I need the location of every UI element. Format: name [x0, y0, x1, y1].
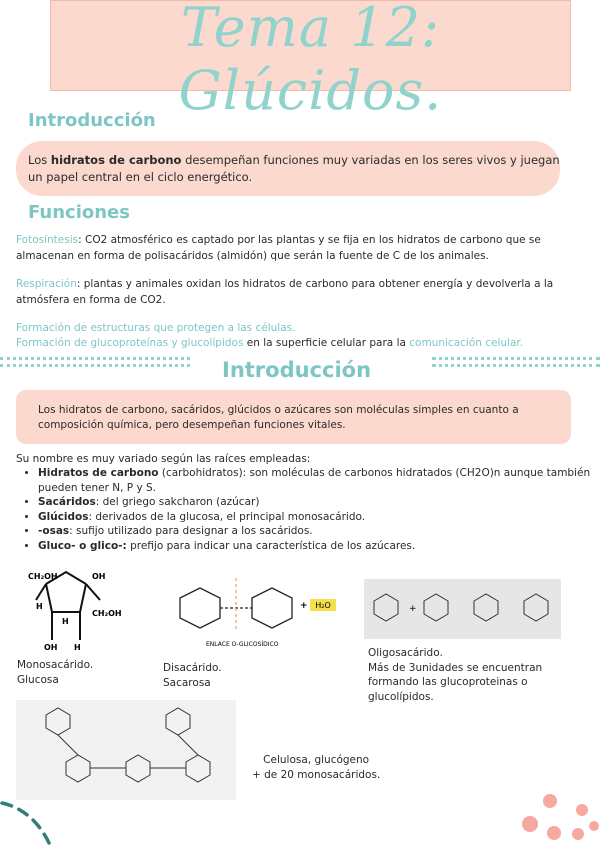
- divider-right-2: [432, 364, 600, 367]
- oligo-caption: [368, 646, 568, 704]
- intro-bold: hidratos de carbono: [50, 153, 182, 167]
- formacion-glucoproteinas-label: Formación de glucoproteínas y glucolípidos: [16, 337, 244, 349]
- respiracion-label: Respiración: [16, 278, 77, 290]
- list-item: [38, 510, 598, 525]
- sucrose-structure-diagram: [160, 568, 350, 652]
- ch2oh-label-2: CH₂OH: [92, 609, 122, 618]
- list-item-text: prefijo para indicar una característica de los azúcares.: [126, 539, 416, 552]
- divider-left-2: [0, 364, 190, 367]
- fotosintesis-text: : CO2 atmosférico es captado por las plantas y se fija en los hidratos de carbono que se almacenan en forma de polisacáridos (almidón) que serán la fuente de C de los animales.: [16, 234, 541, 262]
- list-item-term: Glúcidos: [38, 510, 89, 523]
- list-item-term: -osas: [38, 525, 70, 537]
- respiracion-text: : plantas y animales oxidan los hidratos de carbono para obtener energía y devolverla a la atmósfera en forma de CO2.: [16, 278, 554, 306]
- intro-post: desempeñan funciones muy variadas en los seres vivos y juegan un papel central en el ciclo energético.: [28, 153, 560, 184]
- intro-paragraph: [28, 152, 560, 186]
- plus-sign: +: [300, 601, 308, 611]
- divider-right: [432, 357, 600, 360]
- list-item-text: : sufijo utilizado para designar a los sacáridos.: [69, 525, 313, 537]
- list-item-term: Hidratos de carbono: [38, 467, 159, 479]
- decorative-dots: [510, 788, 600, 848]
- mono-caption-line2: Glucosa: [17, 673, 59, 686]
- funciones-heading: Funciones: [28, 202, 130, 223]
- disa-caption-line1: Disacárido.: [163, 662, 222, 674]
- comunicacion-celular: comunicación celular.: [409, 337, 524, 349]
- raices-intro: Su nombre es muy variado según las raíces empleadas:: [16, 453, 311, 465]
- oligosaccharide-diagram: [364, 579, 561, 639]
- list-item-text: : del griego sakcharon (azúcar): [95, 496, 260, 508]
- list-item: [38, 466, 598, 495]
- celulosa-caption: [252, 753, 380, 782]
- glucose-structure-diagram: [14, 562, 144, 657]
- celulosa-caption-line2: + de 20 monosacáridos.: [252, 768, 381, 781]
- enlace-label: ENLACE O-GLICOSÍDICO: [206, 641, 279, 648]
- mono-caption: [17, 658, 93, 687]
- fotosintesis-paragraph: [16, 233, 586, 264]
- celulosa-caption-line1: Celulosa, glucógeno: [263, 754, 370, 766]
- decorative-dashed-curve: [0, 795, 60, 848]
- h-label-3: H: [62, 617, 69, 626]
- page-title: Tema 12: Glúcidos.: [178, 0, 443, 122]
- plus-sign-oligo: +: [409, 604, 417, 614]
- list-item: [38, 495, 598, 510]
- list-item: [38, 539, 598, 554]
- raices-list: [18, 466, 598, 553]
- formacion-glucoproteinas-paragraph: [16, 336, 596, 352]
- mono-caption-line1: Monosacárido.: [17, 659, 94, 671]
- list-item-text: : derivados de la glucosa, el principal monosacárido.: [88, 510, 366, 523]
- formacion-estructuras: Formación de estructuras que protegen a las células.: [16, 322, 296, 334]
- intro-heading: Introducción: [28, 110, 156, 131]
- disa-caption: [163, 661, 222, 690]
- list-item-term: Gluco- o glico-:: [38, 539, 127, 552]
- fotosintesis-label: Fotosíntesis: [16, 234, 79, 246]
- list-item-text: (carbohidratos): son moléculas de carbonos hidratados (CH2O)n aunque también pueden tener N, P y S.: [38, 467, 591, 494]
- respiracion-paragraph: [16, 277, 586, 308]
- oligo-caption-line1: Oligosacárido.: [368, 647, 443, 659]
- water-label: H₂O: [315, 601, 331, 610]
- list-item-term: Sacáridos: [38, 496, 96, 508]
- h-label-1: H: [36, 602, 43, 611]
- oh-label-2: OH: [44, 643, 58, 652]
- intro-pre: Los: [28, 153, 51, 167]
- oligo-caption-line2: Más de 3unidades se encuentran formando las glucoproteinas o glucolípidos.: [368, 661, 543, 703]
- list-item: [38, 524, 598, 539]
- disa-caption-line2: Sacarosa: [163, 676, 211, 689]
- intro2-heading: Introducción: [222, 358, 372, 382]
- formacion-glucoproteinas-mid: en la superficie celular para la: [243, 337, 410, 349]
- polysaccharide-diagram: [16, 700, 236, 800]
- ch2oh-label-1: CH₂OH: [28, 572, 58, 581]
- h-label-2: H: [74, 643, 81, 652]
- oh-label-1: OH: [92, 572, 106, 581]
- divider-left: [0, 357, 190, 360]
- intro2-paragraph: Los hidratos de carbono, sacáridos, glúcidos o azúcares son moléculas simples en cuanto a composición química, pero desempeñan funciones vitales.: [38, 404, 519, 431]
